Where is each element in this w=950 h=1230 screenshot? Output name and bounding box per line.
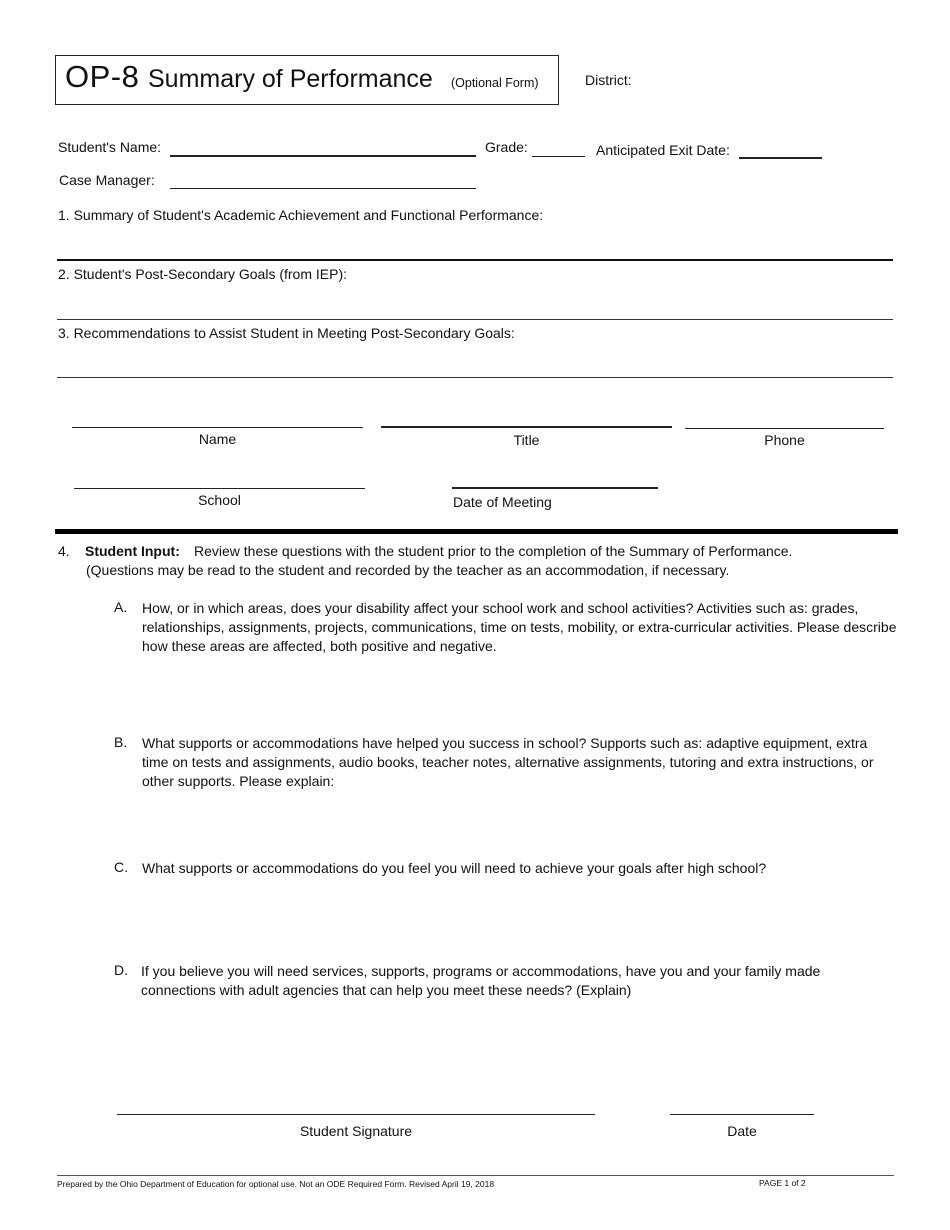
section-divider [55, 529, 898, 534]
question-d-letter: D. [114, 962, 128, 978]
name-signature-line[interactable] [72, 427, 363, 428]
form-code: OP-8 [65, 59, 140, 94]
form-title: Summary of Performance [148, 65, 433, 93]
exit-date-label: Anticipated Exit Date: [596, 142, 730, 158]
title-signature-line[interactable] [381, 426, 672, 428]
question-b-answer-area[interactable] [142, 795, 892, 855]
question-d-text: If you believe you will need services, supports, programs or accommodations, have you and your family made connections with adult agencies that can help you meet these needs? (Explain) [141, 963, 821, 998]
student-signature-label: Student Signature [299, 1123, 413, 1139]
phone-label: Phone [764, 432, 805, 448]
student-input-heading: Student Input: [85, 543, 180, 559]
footer-prepared-by: Prepared by the Ohio Department of Education for optional use. Not an ODE Required Form. Revised April 19, 2018 [57, 1179, 495, 1189]
form-subtitle: (Optional Form) [451, 76, 539, 90]
section-3-heading: 3. Recommendations to Assist Student in Meeting Post-Secondary Goals: [58, 325, 515, 341]
name-label: Name [198, 431, 237, 447]
section-4-number: 4. [58, 543, 70, 559]
section-1-answer-line[interactable] [57, 259, 893, 261]
exit-date-field[interactable] [739, 141, 822, 159]
grade-field[interactable] [532, 140, 585, 157]
question-c-text: What supports or accommodations do you feel you will need to achieve your goals after high school? [142, 860, 767, 876]
section-2-heading: 2. Student's Post-Secondary Goals (from IEP): [58, 266, 348, 282]
student-name-field[interactable] [170, 138, 476, 157]
grade-label: Grade: [485, 139, 528, 155]
question-b-letter: B. [114, 734, 128, 750]
student-input-note: (Questions may be read to the student and recorded by the teacher as an accommodation, if necessary. [86, 562, 730, 578]
form-title-box [55, 55, 559, 105]
student-date-line[interactable] [670, 1114, 814, 1115]
page-number: PAGE 1 of 2 [759, 1178, 806, 1188]
question-b-text: What supports or accommodations have helped you success in school? Supports such as: adaptive equipment, extra time on tests and assignments, audio books, teacher notes, alternative assignments, tutoring and extra instructions, or other supports. Please explain: [142, 735, 874, 789]
case-manager-label: Case Manager: [59, 172, 155, 188]
date-of-meeting-label: Date of Meeting [453, 494, 552, 510]
phone-signature-line[interactable] [685, 428, 884, 429]
footer-rule [57, 1175, 894, 1176]
district-label: District: [585, 72, 632, 88]
question-a-text: How, or in which areas, does your disability affect your school work and school activities? Activities such as: grades, relationships, assignments, projects, communications, time on tests, mobility, or extra-curricular activities. Please describe how these areas are affected, both positive and negative. [142, 600, 897, 654]
school-label: School [198, 492, 241, 508]
question-c-answer-area[interactable] [142, 882, 892, 957]
student-signature-line[interactable] [117, 1114, 595, 1115]
date-of-meeting-line[interactable] [452, 487, 658, 489]
case-manager-field[interactable] [170, 171, 476, 189]
school-signature-line[interactable] [74, 488, 365, 489]
question-d-answer-area[interactable] [142, 1004, 892, 1099]
student-input-intro: Review these questions with the student prior to the completion of the Summary of Performance. [194, 543, 793, 559]
student-date-label: Date [727, 1123, 757, 1139]
question-a-letter: A. [114, 599, 128, 615]
question-c-letter: C. [114, 859, 128, 875]
section-1-heading: 1. Summary of Student's Academic Achievement and Functional Performance: [58, 207, 544, 223]
student-name-label: Student's Name: [58, 139, 162, 155]
section-3-answer-line[interactable] [57, 377, 893, 378]
question-a-answer-area[interactable] [142, 660, 892, 730]
title-label: Title [513, 432, 540, 448]
section-2-answer-line[interactable] [57, 319, 893, 320]
